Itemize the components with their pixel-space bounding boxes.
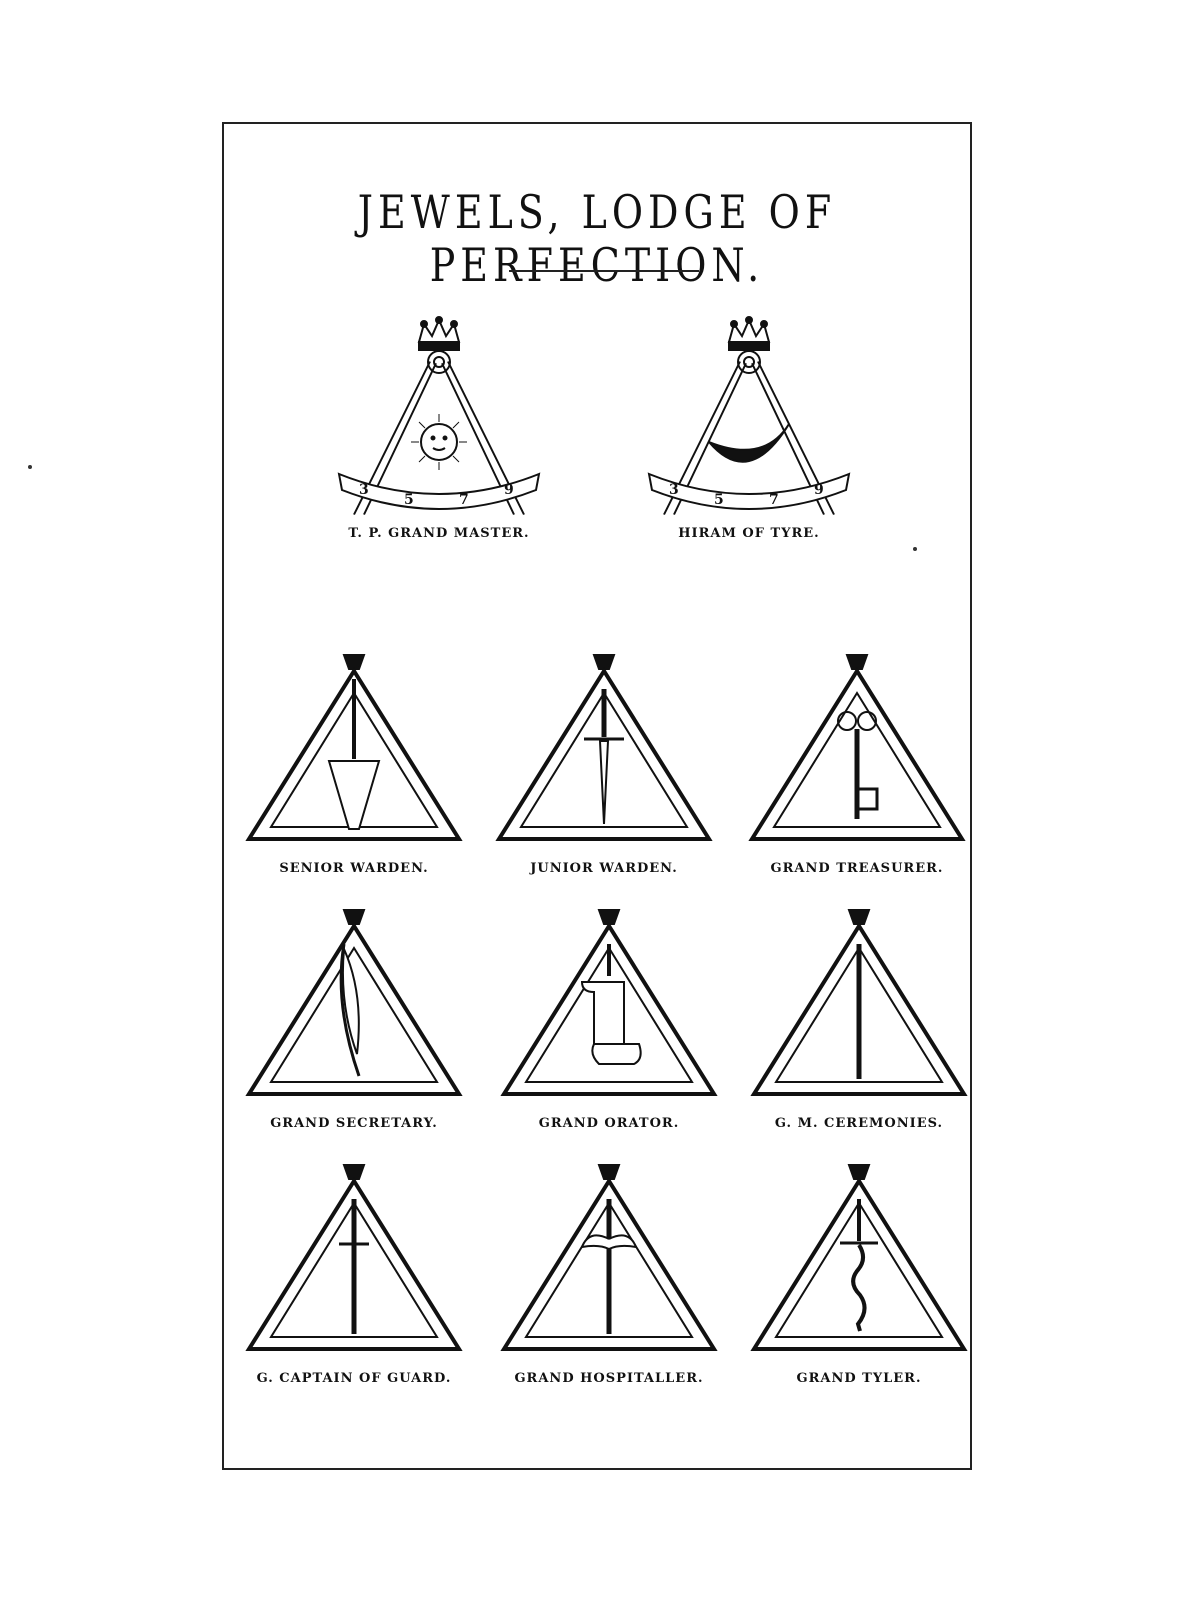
jewel-caption: GRAND ORATOR. [538, 1116, 680, 1131]
arc-number: 7 [769, 492, 779, 508]
compass-square-moon-icon [634, 314, 864, 524]
jewel-grand-hospitaller [494, 1159, 724, 1399]
title-rule [509, 270, 699, 272]
paper-speck [28, 465, 32, 469]
triangle-staff-icon [744, 904, 974, 1114]
arc-number: 3 [669, 482, 679, 498]
jewel-caption: SENIOR WARDEN. [279, 861, 429, 876]
arc-number: 7 [459, 492, 469, 508]
triangle-sword-icon [489, 649, 719, 859]
triangle-trowel-icon [239, 649, 469, 859]
jewel-g-m-ceremonies [744, 904, 974, 1144]
compass-square-sun-icon [324, 314, 554, 524]
triangle-flaming-sword-icon [744, 1159, 974, 1369]
jewel-caption: G. CAPTAIN OF GUARD. [256, 1371, 452, 1386]
triangle-scroll-icon [494, 904, 724, 1114]
jewel-junior-warden [489, 649, 719, 889]
jewel-caption: GRAND HOSPITALLER. [514, 1371, 704, 1386]
page-title: JEWELS, LODGE OF PERFECTION. [357, 186, 837, 292]
jewel-caption: GRAND SECRETARY. [270, 1116, 438, 1131]
jewel-grand-orator [494, 904, 724, 1144]
jewel-caption: GRAND TREASURER. [770, 861, 944, 876]
jewel-caption: JUNIOR WARDEN. [530, 861, 678, 876]
jewel-caption: HIRAM OF TYRE. [678, 526, 820, 541]
arc-number: 5 [714, 492, 724, 508]
arc-number: 9 [504, 482, 514, 498]
jewel-caption: G. M. CEREMONIES. [774, 1116, 944, 1131]
jewel-grand-secretary [239, 904, 469, 1144]
triangle-baton-icon [239, 1159, 469, 1369]
jewel-grand-master [324, 314, 554, 554]
jewel-captain-of-guard [239, 1159, 469, 1399]
jewel-caption: T. P. GRAND MASTER. [348, 526, 530, 541]
triangle-quill-icon [239, 904, 469, 1114]
plate-frame [222, 122, 972, 1470]
jewel-hiram-of-tyre [634, 314, 864, 554]
arc-number: 9 [814, 482, 824, 498]
arc-number: 3 [359, 482, 369, 498]
jewel-caption: GRAND TYLER. [796, 1371, 922, 1386]
arc-number: 5 [404, 492, 414, 508]
triangle-key-icon [742, 649, 972, 859]
paper-speck [913, 547, 917, 551]
jewel-grand-tyler [744, 1159, 974, 1399]
triangle-winged-staff-icon [494, 1159, 724, 1369]
jewel-senior-warden [239, 649, 469, 889]
jewel-grand-treasurer [742, 649, 972, 889]
